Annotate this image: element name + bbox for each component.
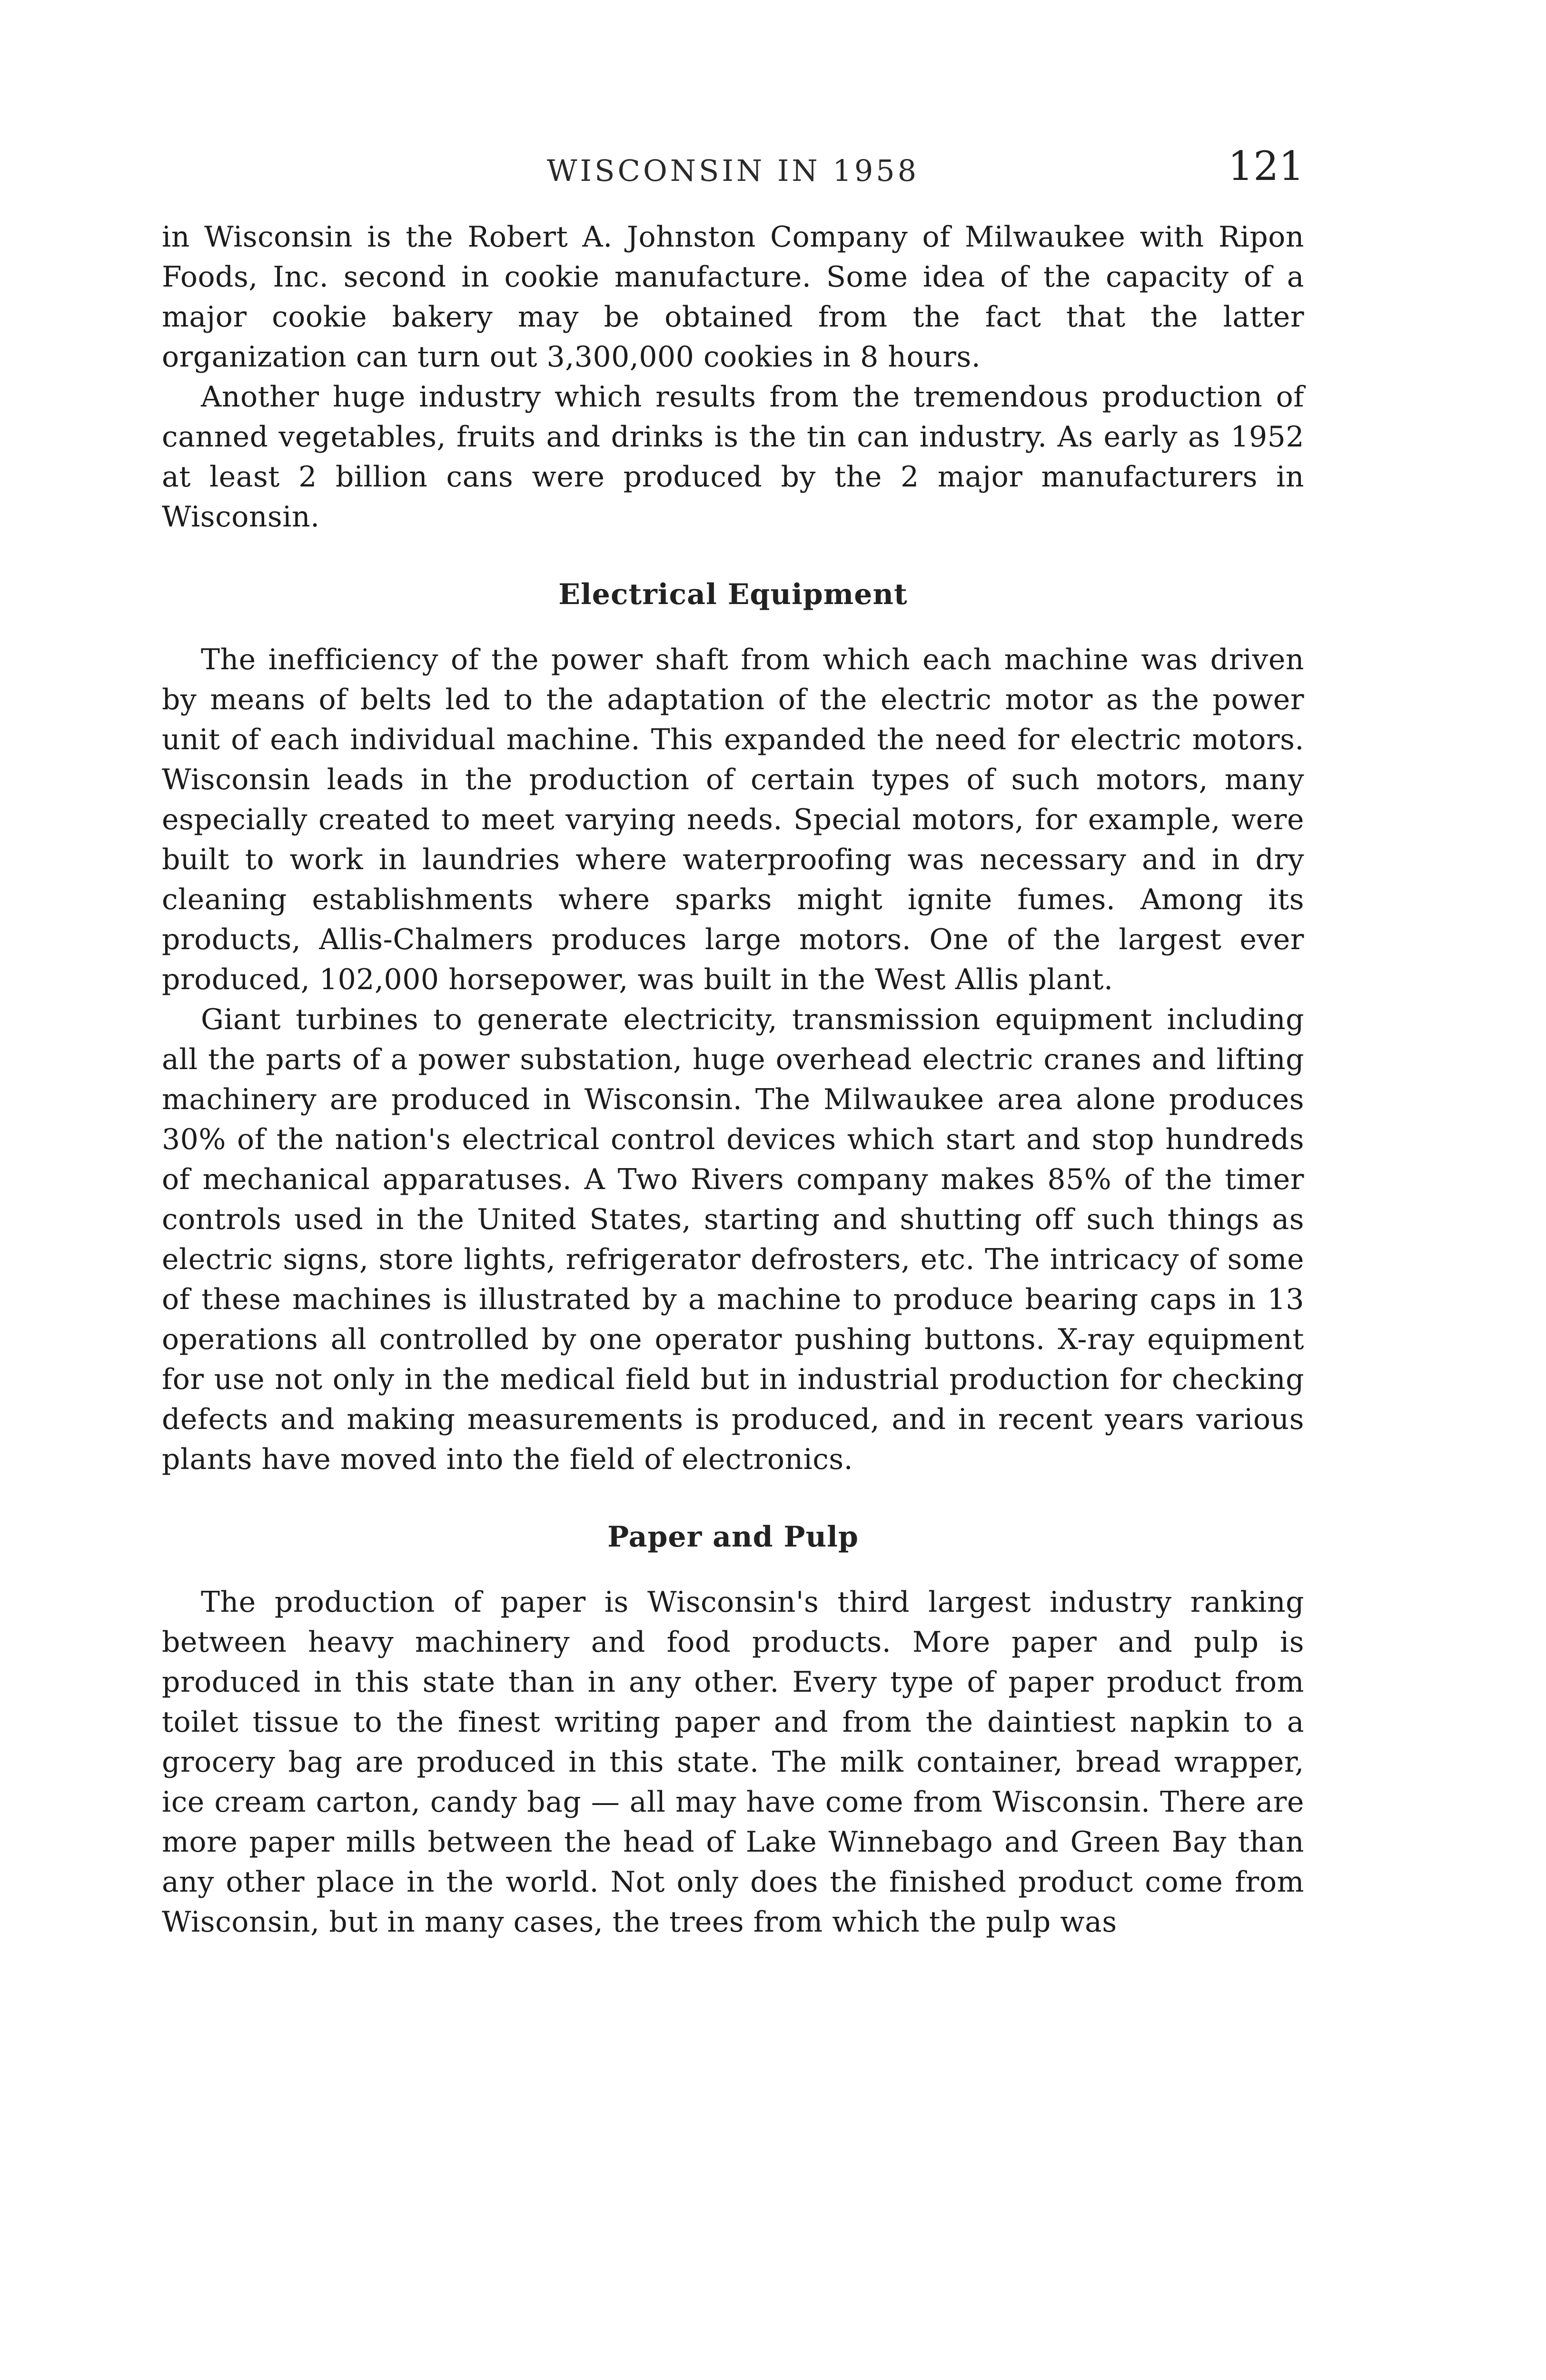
running-header — [162, 143, 1304, 195]
paragraph: The inefficiency of the power shaft from which each machine was driven by means of belts led to the adaptation of the electric motor as the power unit of each individual machine. This expanded the need for electric motors. Wisconsin leads in the production of certain types of such motors, many especially created to meet varying needs. Special motors, for example, were built to work in laundries where waterproofing was necessary and in dry cleaning establishments where sparks might ignite fumes. Among its products, Allis-Chalmers produces large motors. One of the largest ever produced, 102,000 horsepower, was built in the West Allis plant. — [162, 643, 1304, 996]
section-heading: Paper and Pulp — [607, 1520, 859, 1554]
book-page — [162, 143, 1304, 1942]
section-heading: Electrical Equipment — [558, 578, 908, 611]
running-title: WISCONSIN IN 1958 — [546, 153, 920, 188]
section-paper-and-pulp — [162, 1520, 1304, 1942]
section-continued-food-industry — [162, 217, 1304, 537]
paragraph: in Wisconsin is the Robert A. Johnston Company of Milwaukee with Ripon Foods, Inc. second in cookie manufacture. Some idea of the capacity of a major cookie bakery may be obtained from the fact that the latter organization can turn out 3,300,000 cookies in 8 hours. — [162, 220, 1304, 374]
section-electrical-equipment — [162, 578, 1304, 1479]
paragraph: Another huge industry which results from the tremendous production of canned vegetables, fruits and drinks is the tin can industry. As early as 1952 at least 2 billion cans were produced by the 2 major manufacturers in Wisconsin. — [162, 380, 1304, 534]
paragraph: The production of paper is Wisconsin's third largest industry ranking between heavy machinery and food products. More paper and pulp is produced in this state than in any other. Every type of paper product from toilet tissue to the finest writing paper and from the daintiest napkin to a grocery bag are produced in this state. The milk container, bread wrapper, ice cream carton, candy bag — all may have come from Wisconsin. There are more paper mills between the head of Lake Winnebago and Green Bay than any other place in the world. Not only does the finished product come from Wisconsin, but in many cases, the trees from which the pulp was — [162, 1586, 1304, 1939]
paragraph: Giant turbines to generate electricity, transmission equipment including all the parts of a power substation, huge overhead electric cranes and lifting machinery are produced in Wisconsin. The Milwaukee area alone produces 30% of the nation's electrical control devices which start and stop hundreds of mechanical apparatuses. A Two Rivers company makes 85% of the timer controls used in the United States, starting and shutting off such things as electric signs, store lights, refrigerator defrosters, etc. The intricacy of some of these machines is illustrated by a machine to produce bearing caps in 13 operations all controlled by one operator pushing buttons. X-ray equipment for use not only in the medical field but in industrial production for checking defects and making measurements is produced, and in recent years various plants have moved into the field of electronics. — [162, 1003, 1304, 1476]
page-number: 121 — [1228, 143, 1304, 189]
